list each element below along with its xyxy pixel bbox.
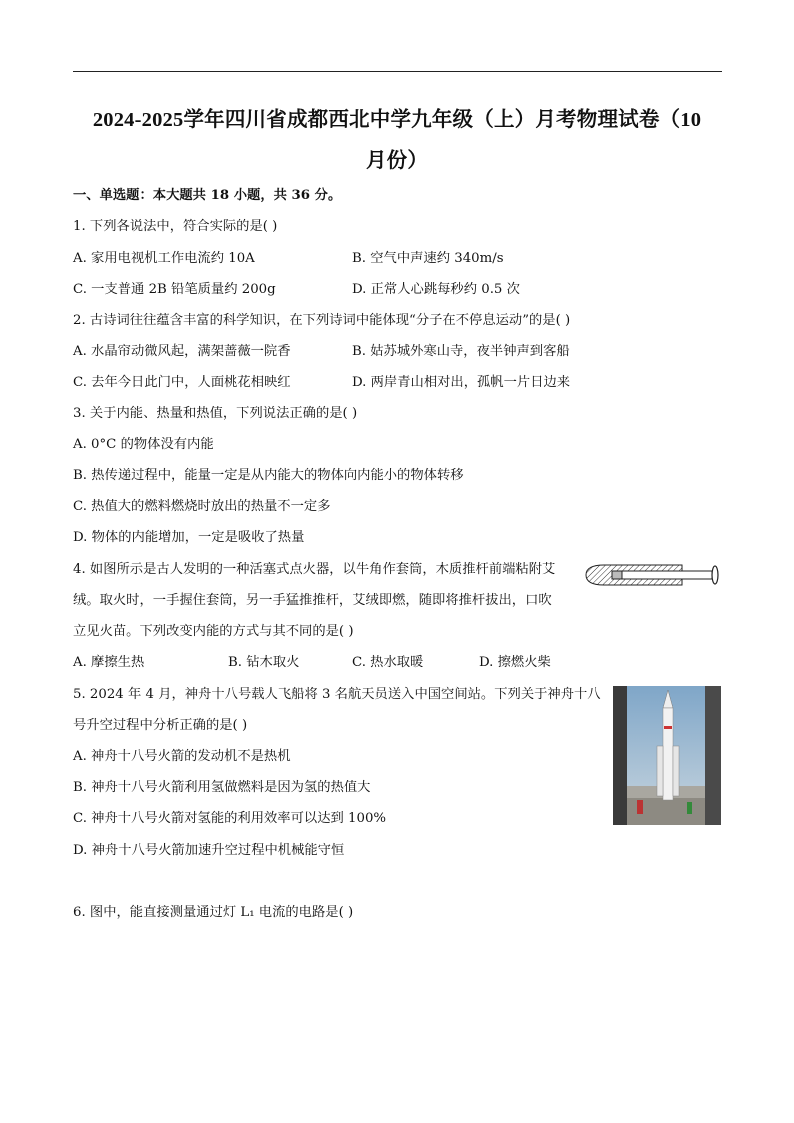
title-line-2: 月份）	[365, 150, 429, 172]
question-4-option-b: B. 钻木取火	[228, 655, 300, 670]
question-3-option-b: B. 热传递过程中，能量一定是从内能大的物体向内能小的物体转移	[73, 468, 464, 483]
title-line-1: 2024-2025学年四川省成都西北中学九年级（上）月考物理试卷（10	[92, 109, 702, 131]
question-5-option-d: D. 神舟十八号火箭加速升空过程中机械能守恒	[73, 843, 345, 858]
question-4-option-d: D. 擦燃火柴	[479, 655, 551, 670]
question-4-option-c: C. 热水取暖	[352, 655, 424, 670]
question-2-option-c: C. 去年今日此门中，人面桃花相映红	[73, 375, 291, 390]
question-3-option-a: A. 0°C 的物体没有内能	[73, 437, 214, 452]
launch-tower-right	[705, 686, 721, 825]
question-1-option-c: C. 一支普通 2B 铅笔质量约 200g	[73, 282, 276, 297]
question-4-stem-line-3: 立见火苗。下列改变内能的方式与其不同的是( )	[73, 624, 354, 639]
question-1-option-a: A. 家用电视机工作电流约 10A	[73, 251, 255, 266]
question-4-stem-line-2: 绒。取火时，一手握住套筒，另一手猛推推杆，艾绒即燃，随即将推杆拔出，口吹	[73, 593, 552, 608]
question-2-option-b: B. 姑苏城外寒山寺，夜半钟声到客船	[352, 344, 570, 359]
question-1-option-b: B. 空气中声速约 340m/s	[352, 251, 504, 266]
question-5-stem-line-2: 号升空过程中分析正确的是( )	[73, 718, 248, 733]
rocket-body	[663, 708, 673, 800]
question-3-option-c: C. 热值大的燃料燃烧时放出的热量不一定多	[73, 499, 331, 514]
pusher-rod	[612, 571, 712, 579]
rod-handle	[712, 566, 718, 584]
question-5-option-b: B. 神舟十八号火箭利用氢做燃料是因为氢的热值大	[73, 780, 371, 795]
question-2-stem: 2. 古诗词往往蕴含丰富的科学知识，在下列诗词中能体现“分子在不停息运动”的是( )	[73, 313, 571, 328]
question-2-option-a: A. 水晶帘动微风起，满架蔷薇一院香	[73, 344, 291, 359]
question-1-stem: 1. 下列各说法中，符合实际的是( )	[73, 219, 278, 234]
question-4-stem-line-1: 4. 如图所示是古人发明的一种活塞式点火器，以牛角作套筒，木质推杆前端粘附艾	[73, 562, 556, 577]
question-2-option-d: D. 两岸青山相对出，孤帆一片日边来	[352, 375, 571, 390]
tinder-tip	[612, 571, 622, 579]
page-title	[60, 100, 734, 182]
header-rule	[73, 71, 722, 72]
section-heading: 一、单选题：本大题共 18 小题，共 36 分。	[73, 188, 342, 203]
question-4-option-a: A. 摩擦生热	[73, 655, 145, 670]
question-5-option-c: C. 神舟十八号火箭对氢能的利用效率可以达到 100%	[73, 811, 387, 826]
question-1-option-d: D. 正常人心跳每秒约 0.5 次	[352, 282, 520, 297]
question-6-stem: 6. 图中，能直接测量通过灯 L₁ 电流的电路是( )	[73, 905, 354, 920]
launch-tower-left	[613, 686, 627, 825]
piston-lighter-figure	[582, 560, 722, 590]
rocket-launch-photo	[613, 686, 721, 825]
question-5-option-a: A. 神舟十八号火箭的发动机不是热机	[73, 749, 291, 764]
question-3-stem: 3. 关于内能、热量和热值，下列说法正确的是( )	[73, 406, 358, 421]
question-3-option-d: D. 物体的内能增加，一定是吸收了热量	[73, 530, 305, 545]
question-5-stem-line-1: 5. 2024 年 4 月，神舟十八号载人飞船将 3 名航天员送入中国空间站。下列关于神舟十八	[73, 687, 601, 702]
